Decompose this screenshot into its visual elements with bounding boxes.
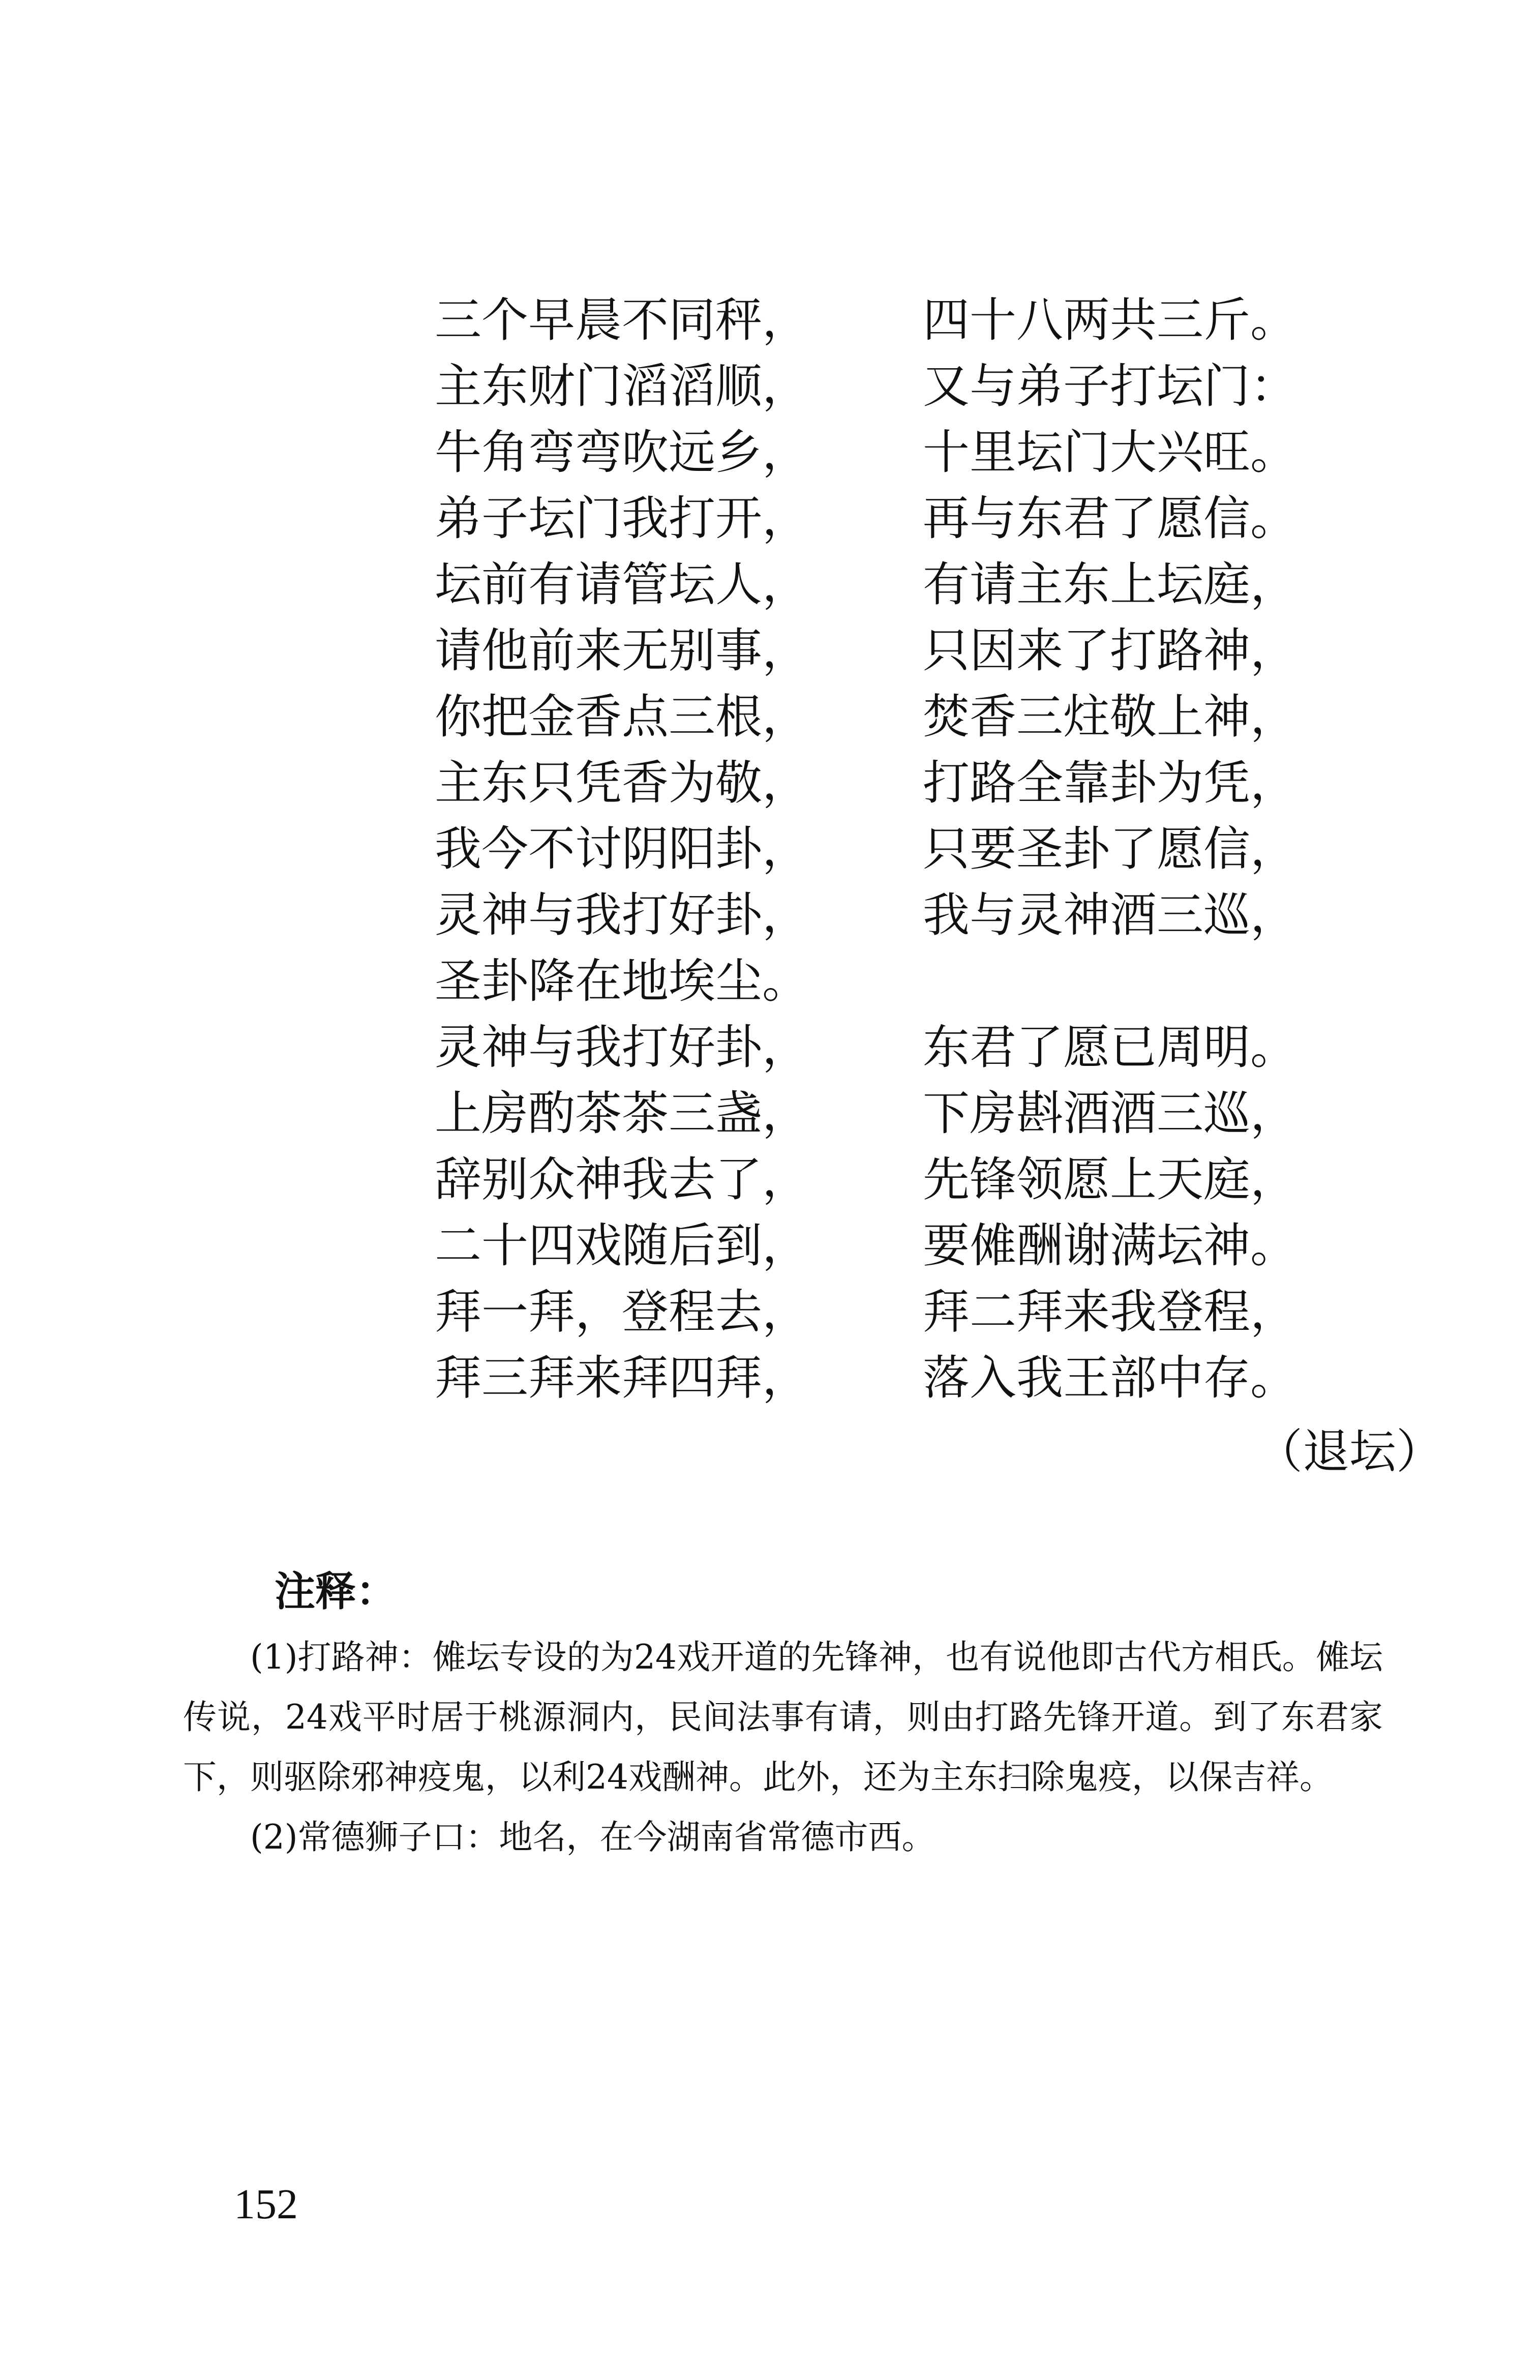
verse-line-right: 焚香三炷敬上神， (923, 690, 1297, 744)
verse-line-left: 你把金香点三根， (435, 690, 809, 744)
page-number: 152 (234, 2181, 298, 2228)
verse-row (435, 420, 1299, 486)
verse-line-left: 上房酌茶茶三盏， (435, 1086, 809, 1141)
verse-line-left: 拜三拜来拜四拜， (435, 1351, 809, 1405)
verse-line-right: 又与弟子打坛门： (923, 359, 1297, 413)
verse-line-right: 有请主东上坛庭， (923, 557, 1297, 612)
verse-row (435, 486, 1299, 552)
verse-line-left: 坛前有请管坛人， (435, 557, 809, 612)
verse-line-left: 请他前来无别事， (435, 623, 809, 678)
verse-line-left: 灵神与我打好卦， (435, 888, 809, 942)
verse-line-right: 落入我王部中存。 (923, 1351, 1297, 1405)
verse-line-right: 只因来了打路神， (923, 623, 1297, 678)
verse-row (435, 287, 1299, 353)
verse-row (435, 1015, 1299, 1081)
verse-line-left: 灵神与我打好卦， (435, 1020, 809, 1075)
verse-line-left: 我今不讨阴阳卦， (435, 822, 809, 876)
verse-line-right: 再与东君了愿信。 (923, 491, 1297, 546)
verse-row (435, 1213, 1299, 1279)
verse-row (435, 1279, 1299, 1345)
verse-line-right: 我与灵神酒三巡， (923, 888, 1297, 942)
verse-line-left: 主东只凭香为敬， (435, 756, 809, 810)
notes-section (183, 1627, 1383, 1867)
verse-row (435, 618, 1299, 684)
verse-line-right: 要傩酬谢满坛神。 (923, 1218, 1297, 1273)
verse-row (435, 1081, 1299, 1147)
verse-line-right: 只要圣卦了愿信， (923, 822, 1297, 876)
verse-line-right: 先锋领愿上天庭， (923, 1152, 1297, 1207)
verse-line-right: 东君了愿已周明。 (923, 1020, 1297, 1075)
verse-line-left: 辞别众神我去了， (435, 1152, 809, 1207)
verse-row (435, 1345, 1299, 1411)
verse-line-left: 主东财门滔滔顺， (435, 359, 809, 413)
verse-block (435, 287, 1299, 1411)
verse-line-left: 牛角弯弯吹远乡， (435, 425, 809, 480)
notes-heading: 注释： (275, 1568, 397, 1615)
verse-line-left: 三个早晨不同秤， (435, 293, 809, 347)
verse-row (435, 1147, 1299, 1213)
verse-line-right: 四十八两共三斤。 (923, 293, 1297, 347)
verse-line-right: 下房斟酒酒三巡， (923, 1086, 1297, 1141)
verse-closing-note: （退坛） (1256, 1424, 1443, 1479)
verse-line-left: 拜一拜，登程去， (435, 1285, 809, 1339)
note-paragraph-1: (1)打路神：傩坛专设的为24戏开道的先锋神，也有说他即古代方相氏。傩坛传说，24戏平时居于桃源洞内，民间法事有请，则由打路先锋开道。到了东君家下，则驱除邪神疫鬼，以利24戏酬神。此外，还为主东扫除鬼疫，以保吉祥。 (183, 1638, 1383, 1797)
verse-line-left: 圣卦降在地埃尘。 (435, 954, 809, 1008)
note-paragraph-2: (2)常德狮子口：地名，在今湖南省常德市西。 (250, 1818, 935, 1857)
verse-row (435, 750, 1299, 816)
verse-line-right: 拜二拜来我登程， (923, 1285, 1297, 1339)
verse-line-left: 弟子坛门我打开， (435, 491, 809, 546)
verse-row (435, 882, 1299, 948)
verse-row (435, 948, 1299, 1015)
verse-line-right: 十里坛门大兴旺。 (923, 425, 1297, 480)
verse-row (435, 353, 1299, 420)
verse-row (435, 552, 1299, 618)
verse-line-right: 打路全靠卦为凭， (923, 756, 1297, 810)
verse-row (435, 684, 1299, 750)
verse-row (435, 816, 1299, 882)
verse-line-left: 二十四戏随后到， (435, 1218, 809, 1273)
